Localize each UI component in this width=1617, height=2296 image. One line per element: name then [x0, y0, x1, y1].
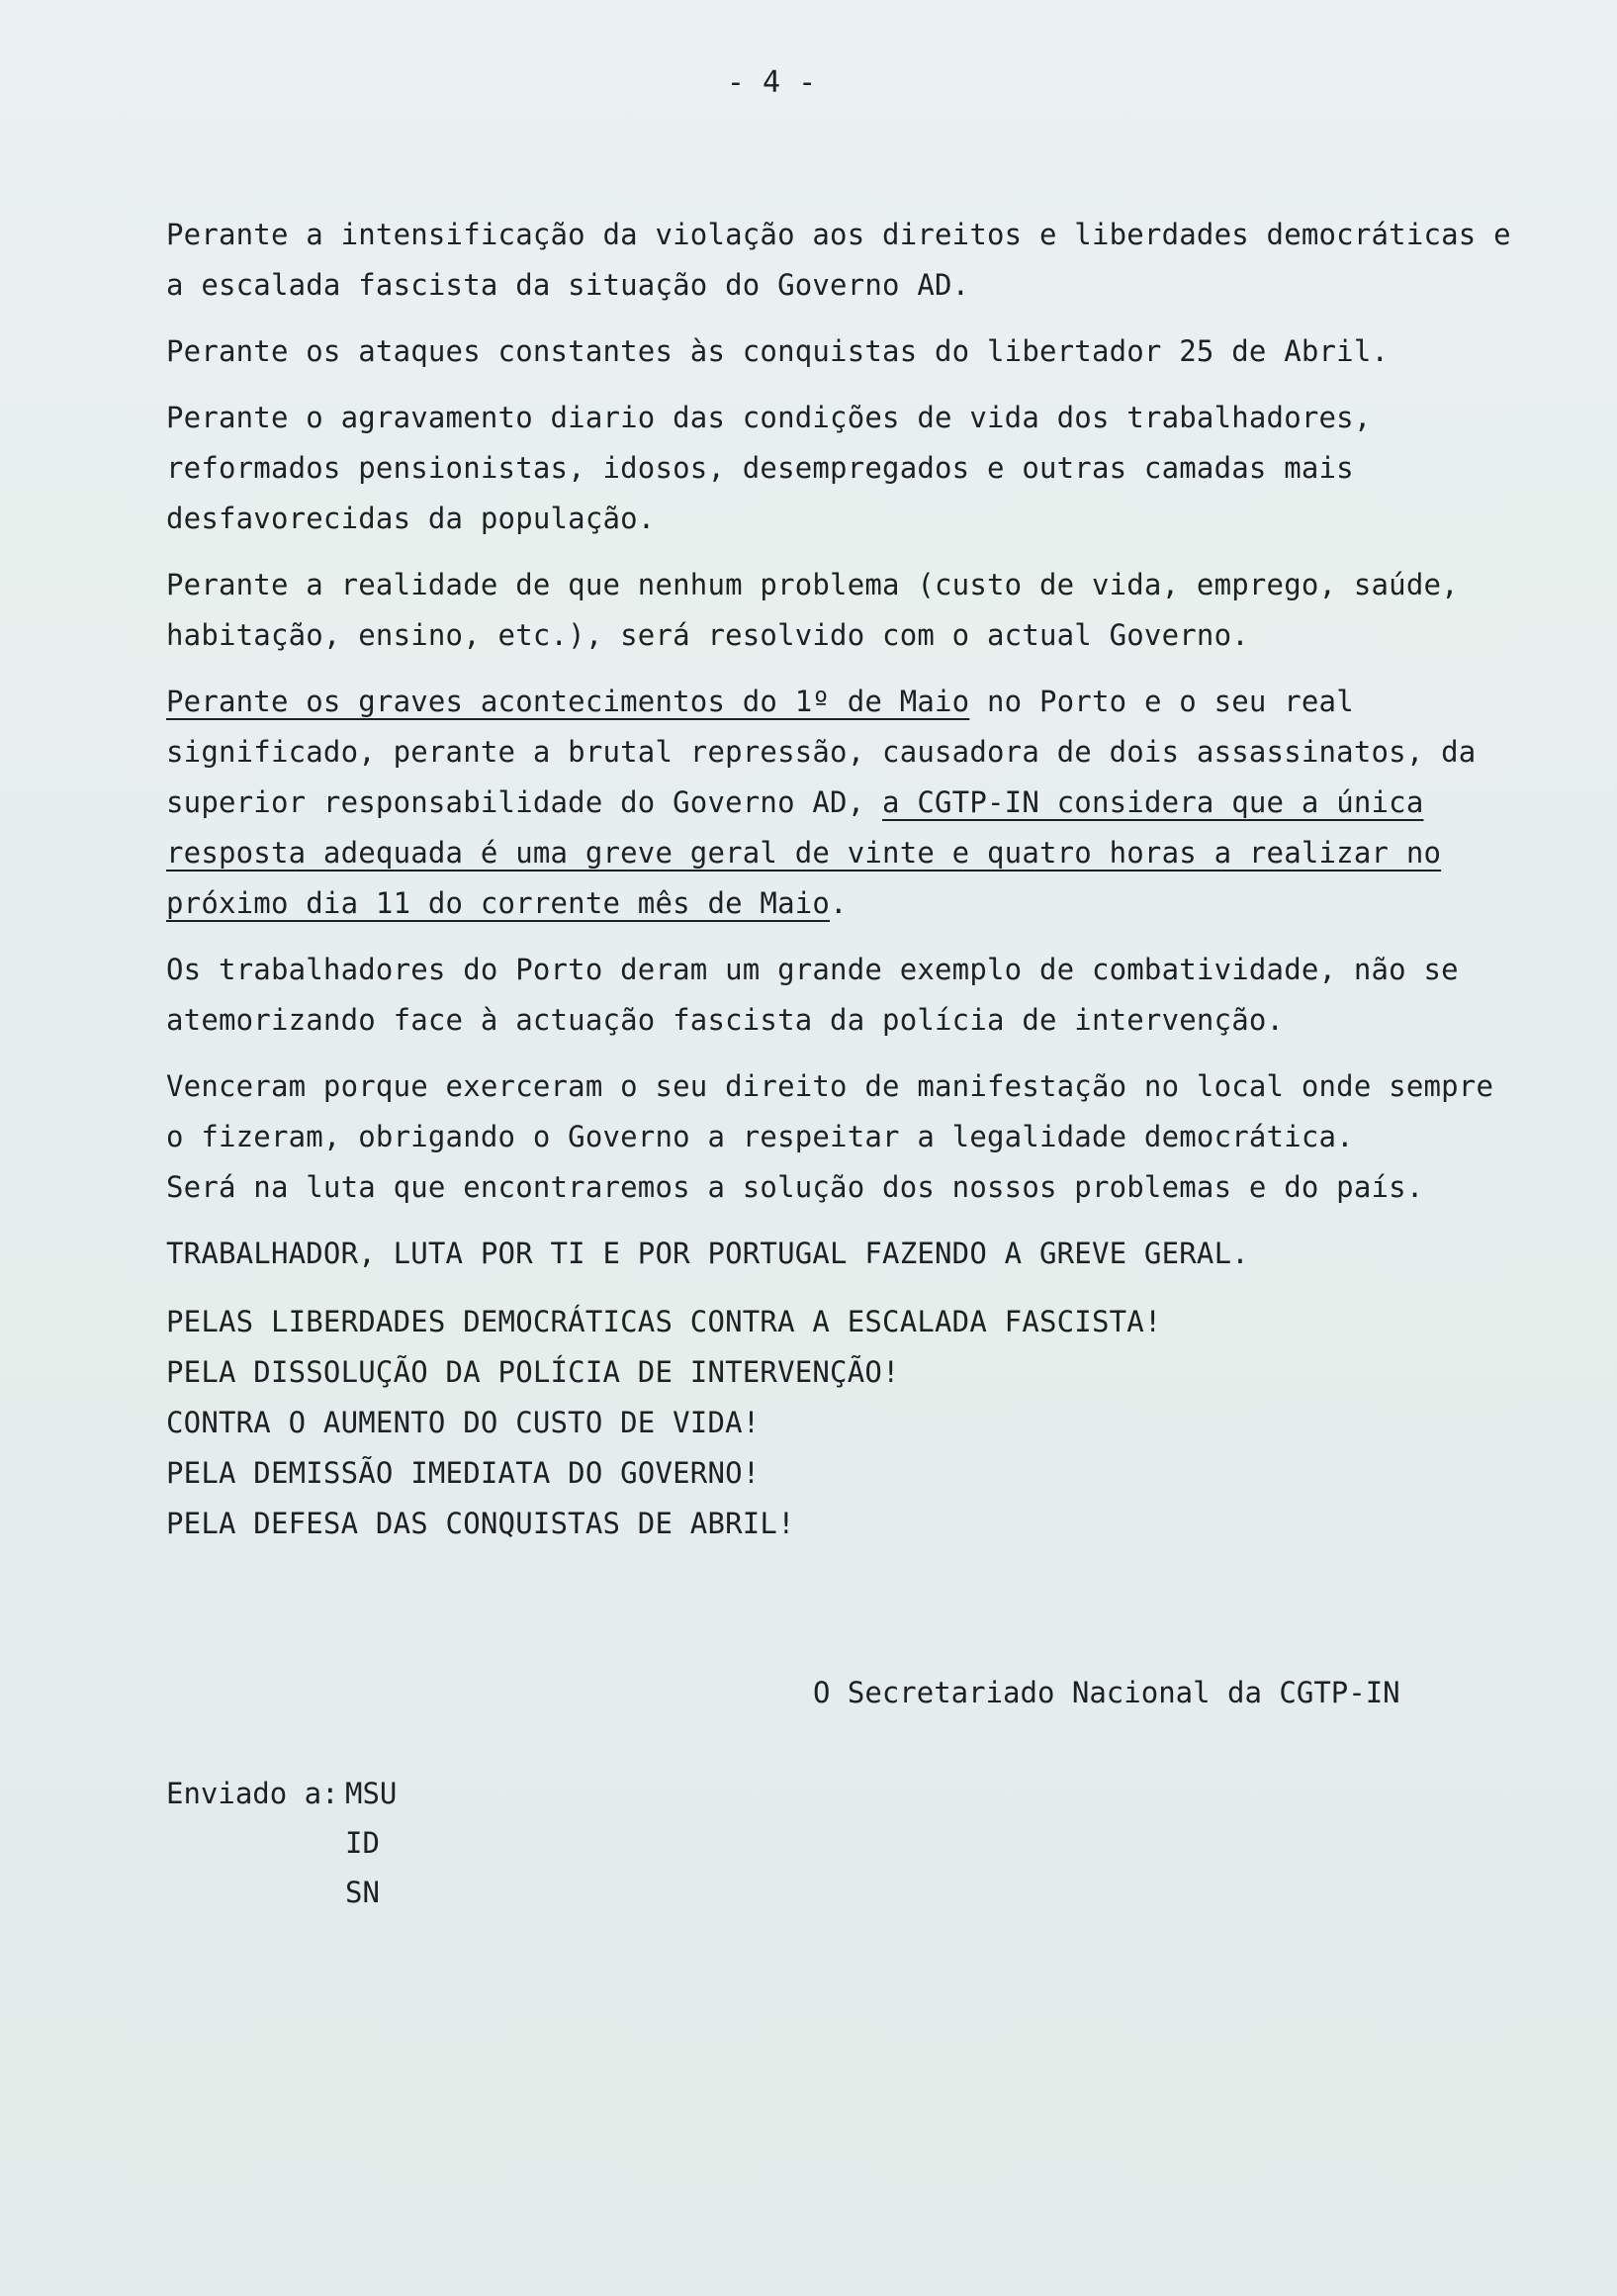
recipient: MSU — [345, 1777, 398, 1810]
sent-to-label: Enviado a: — [166, 1777, 339, 1810]
page-number: - 4 - — [726, 65, 817, 100]
signature: O Secretariado Nacional da CGTP-IN — [813, 1676, 1400, 1709]
slogans-list — [166, 1297, 1511, 1549]
paragraph-reality: Perante a realidade de que nenhum problema (custo de vida, emprego, saúde, habitação, ensino, etc.), será resolvido com o actual Governo. — [166, 568, 1459, 652]
slogan-item: PELA DISSOLUÇÃO DA POLÍCIA DE INTERVENÇÃO! — [166, 1355, 900, 1389]
paragraph-general-strike — [166, 677, 1511, 929]
sent-to-row — [166, 1868, 397, 1917]
slogan-item: CONTRA O AUMENTO DO CUSTO DE VIDA! — [166, 1406, 761, 1439]
document-body — [166, 210, 1511, 1549]
sent-to-block — [166, 1769, 397, 1917]
recipient: SN — [345, 1876, 380, 1909]
recipient: ID — [345, 1826, 380, 1860]
sent-to-row — [166, 1818, 397, 1868]
paragraph-porto-workers: Os trabalhadores do Porto deram um grande exemplo de combatividade, não se atemorizando face à actuação fascista da polícia de intervenção. — [166, 953, 1459, 1037]
paragraph-living-conditions: Perante o agravamento diario das condições de vida dos trabalhadores, reformados pensionistas, idosos, desempregados e outras camadas mais desfavorecidas da população. — [166, 401, 1372, 535]
slogan-item: PELAS LIBERDADES DEMOCRÁTICAS CONTRA A ESCALADA FASCISTA! — [166, 1305, 1162, 1338]
paragraph-worker-call: TRABALHADOR, LUTA POR TI E POR PORTUGAL FAZENDO A GREVE GERAL. — [166, 1237, 1249, 1270]
paragraph-struggle: Será na luta que encontraremos a solução dos nossos problemas e do país. — [166, 1170, 1424, 1204]
underlined-may-day-text: Perante os graves acontecimentos do 1º de Maio — [166, 685, 970, 718]
paragraph-violation: Perante a intensificação da violação aos direitos e liberdades democráticas e a escalada fascista da situação do Governo AD. — [166, 218, 1511, 302]
may-day-context-text: no Porto e o seu real significado, perante a brutal repressão, causadora de dois assassinatos, da superior responsabilidade do Governo AD, — [166, 685, 1477, 819]
slogan-item: PELA DEFESA DAS CONQUISTAS DE ABRIL! — [166, 1507, 795, 1540]
paragraph-won: Venceram porque exerceram o seu direito de manifestação no local onde sempre o fizeram, obrigando o Governo a respeitar a legalidade democrática. — [166, 1069, 1494, 1153]
strike-call-period: . — [830, 886, 848, 920]
slogan-item: PELA DEMISSÃO IMEDIATA DO GOVERNO! — [166, 1456, 761, 1490]
paragraph-attacks: Perante os ataques constantes às conquistas do libertador 25 de Abril. — [166, 334, 1390, 368]
sent-to-row — [166, 1769, 397, 1818]
underlined-strike-call-text: a CGTP-IN considera que a única resposta adequada é uma greve geral de vinte e quatro horas a realizar no próximo dia 11 do corrente mês de Maio — [166, 785, 1442, 920]
